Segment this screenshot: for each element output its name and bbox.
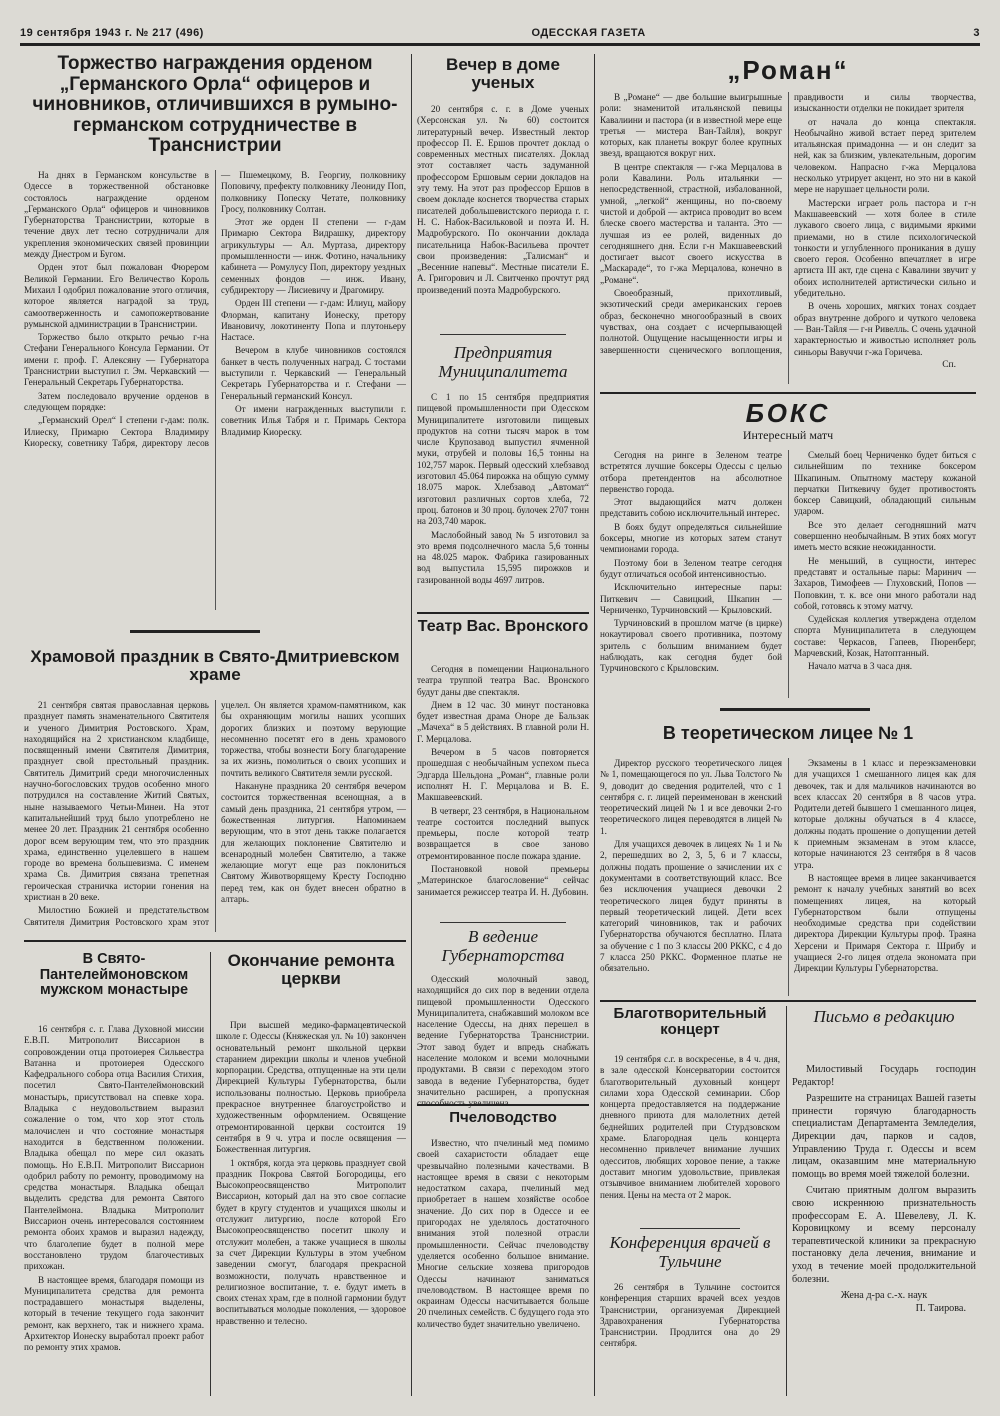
section-divider: [130, 630, 260, 633]
panteleimon-paragraph: В настоящее время, благодаря помощи из Муниципалитета средства для ремонта пострадавшего монастыря выделены, который в течение текущего года закончит ремонт, как верхнего, так и нижнего храма. Архитектор Ионеску выработал проект работ по ремонту этих храмов.: [24, 1274, 204, 1353]
roman-paragraph: от начала до конца спектакля. Необычайно живой встает перед зрителем итальянская примадонна — и он следит за ней, как за близким, увлекательным, дорогим человеком. Напрасно г-жа Мерцалова несколько утрирует акцент, но это ни в какой мере не нарушает цельности роли.: [794, 116, 976, 195]
orden-paragraph: Вечером в клубе чиновников состоялся банкет в честь полученных наград. С тостами выступили г. Черкавский — Генеральный Секретарь Губернаторства и г. Стефани — Генеральный германский Консул.: [221, 345, 406, 401]
licey-paragraph: Экзамены в 1 класс и переэкзаменовки для учащихся 1 смешанного лицея как для девочек, так и для мальчиков начинаются во всех классах 20 сентября в 8 часов утра. Родители детей бывшего 1 смешанного лицея, которые должны обучаться в 4 классе, должны подать прошение о допущении детей к приемным экзаменам в этом классе, которые начинаются 23 сентября в 8 часов утра.: [794, 758, 976, 870]
roman-paragraph: В центре спектакля — г-жа Мерцалова в роли Кавалини. Роль итальянки — непосредственной, страстной, избалованной, умной, „легкой“ женщины, но по-своему чистой и доброй — актриса проводит во всем блеске своего мастерства и таланта. Это — лучшая из ее ролей, виденных до сегодняшнего дня. Если г-н Макшавеевский достигает высот своего искусства в „Маскараде“, то г-жа Мерцалова, конечно в „Романе“.: [600, 161, 782, 285]
khram-paragraph: 21 сентября святая православная церковь празднует память знаменательного Святителя и ученого Димитрия Ростовского. Храм, находящийся на 2 христианском кладбище, посвященный имени Святителя Димитрия, празднует свой престольный праздник. Святитель Димитрий среди многочисленных научно-богословских трудов особенно много потрудился на составление Житий Святых, ныне называемого Четьи-Минеи. На этот капитальнейший труд было употреблено не менее 20 лет. Праздник 21 сентября особенно дорог всем верующим тем, что это праздник храма, единственно уцелевшего в нашем городе во времена большевизма. С именем храма Св. Димитрия связана трепетная героическая страничка истории гонения на христиан в 20 веке.: [24, 700, 209, 903]
newspaper-name: ОДЕССКАЯ ГАЗЕТА: [531, 27, 646, 39]
roman-article: [600, 92, 976, 384]
orden-paragraph: Затем последовало вручение орденов в следующем порядке:: [24, 390, 209, 412]
vedenie-paragraph: Одесский молочный завод, находящийся до сих пор в ведении отдела пищевой промышленности Одесского Муниципалитета, снабжавший молоком все население Одессы, на днях перешел в ведение Губернаторства Транснистрии. Этот завод будет и впредь снабжать население молоком и всеми молочными продуктами. В связи с переходом этого завода в ведение Губернаторства, будет значительно расширен, а пропускная: [417, 974, 589, 1097]
okonchanie-article: [216, 1020, 406, 1396]
licey-article: [600, 758, 976, 996]
boks-headline-block: [600, 398, 976, 446]
teatr-article: [417, 664, 589, 920]
section-divider: [417, 1104, 589, 1106]
column-rule: [786, 1006, 787, 1396]
pchelovodstvo-article: [417, 1138, 589, 1396]
column-rule: [411, 54, 412, 1396]
boks-paragraph: Смелый боец Черниченко будет биться с сильнейшим по технике боксером Шкапиным. Опытному мастеру кожаной перчатки Питкевичу будет противостоять боксер Савицкий, обладающий сильным ударом.: [794, 450, 976, 517]
predpriyatiya-paragraph: С 1 по 15 сентября предприятия пищевой промышленности при Одесском Муниципалитете изготовили пищевых продуктов на сотни тысяч марок в том числе Крупозавод выпустил ячменной муки, отрубей и половы 16,5 тонны на 102,757 марок. Первый одесский хлебзавод изготовил 45.064 пирожка на общую сумму 18.075 марок. Хлебзавод „Автомат“ изготовил различных сортов хлеба, 72 проц. батонов и 30 проц. булочек 2707 тонн на 203,740 марок.: [417, 392, 589, 527]
roman-paragraph: В „Романе“ — две большие выигрышные роли: знаменитой итальянской певицы Кавалиини и пастора (и в известной мере еще третья — мистера Ван-Тайля), вокруг которых, как планеты вокруг более крупных звезд, вращаются вокруг них.: [600, 92, 782, 159]
vecher-headline-block: [417, 56, 589, 100]
boks-paragraph: Исключительно интересные пары: Питкевич — Савицкий, Шкапин — Черниченко, Турчиновский — Крыловский.: [600, 582, 782, 615]
orden-paragraph: На днях в Германском консульстве в Одессе в торжественной обстановке состоялось награждение орденом „Германского Орла“ офицеров и чиновников Губернаторства Транснистрии, которые в течение двух лет тесно сотрудничали для укрепления экономических связей провинции между Днестром и Бугом.: [24, 170, 209, 260]
panteleimon-article: [24, 1024, 204, 1396]
roman-headline: „Роман“: [727, 55, 849, 85]
teatr-headline: Театр Вас. Вронского: [417, 618, 589, 635]
pismo-greeting: Милостивый Государь господин Редактор!: [792, 1064, 976, 1088]
teatr-paragraph: Вечером в 5 часов повторяется прошедшая с необычайным успехом пьеса Эдгарда Шельдона „Роман“, главные роли исполнят Н. Г. Мерцалова и В. Е. Макшавеевский.: [417, 747, 589, 803]
teatr-headline-block: [417, 618, 589, 662]
boks-headline: БОКС: [745, 398, 831, 428]
page-header: [20, 16, 980, 46]
pismo-paragraph: Разрешите на страницах Вашей газеты принести горячую благодарность специалистам Департамента Земледелия, Дирекции дач, парков и садов, Управлению Труда г. Одессы и всем лицам, оказавшим мне материальную помощь во время моей тяжелой болезни.: [792, 1093, 976, 1180]
section-divider: [24, 940, 406, 942]
boks-paragraph: Не меньший, в сущности, интерес представят и остальные пары: Маринич — Захаров, Тимофеев — Глуховский, Попов — Поповкин, т. к. все они много работали над собой, готовясь к этому матчу.: [794, 555, 976, 611]
predpriyatiya-headline: Предприятия Муниципалитета: [438, 343, 568, 381]
predpriyatiya-paragraph: Маслобойный завод № 5 изготовил за это время подсолнечного масла 5,6 тонны на 48.025 марок. Фабрика газированных вод выпустила 15,595 пирожков и газированной воды 4697 литров.: [417, 529, 589, 585]
teatr-paragraph: Днем в 12 час. 30 минут постановка будет известная драма Оноре де Бальзак „Мачеха“ в 5 действиях. В главной роли Н. Г. Мерцалова.: [417, 699, 589, 744]
khram-headline-block: [24, 648, 406, 696]
pismo-signature-name: П. Таирова.: [915, 1302, 966, 1314]
section-divider: [440, 334, 566, 335]
column-rule: [210, 952, 211, 1396]
khram-paragraph: Накануне праздника 20 сентября вечером состоится торжественная всенощная, а в самый день праздника, 21 сентября утром, — божественная литургия. Напоминаем верующим, что в этот день также полагается для желающих поклонение Святителю и всенародный молебен Святителю, а также желающие могут еще раз поклониться Святому Животворящему Кресту Господню перед тем, как он будет внесен обратно в алтарь.: [221, 781, 406, 905]
blagotvoritelny-headline-block: [600, 1006, 780, 1052]
okonchanie-paragraph: При высшей медико-фармацевтической школе г. Одессы (Княжеская ул. № 10) закончен основательный ремонт школьной церкви старанием дирекции школы и членов учебной корпорации. Средства, отпущенные на эти цели Дирекцией Культуры Губернаторства, были использованы полностью. Церковь приобрела прекрасное внутреннее благоустройство и художественным оформлением. Освящение отремонтированной церкви состоится 19 сентября в 9 ч. утра и после освящения — Божественная литургия.: [216, 1020, 406, 1155]
pismo-headline: Письмо в редакцию: [813, 1007, 955, 1026]
teatr-paragraph: В четверг, 23 сентября, в Национальном театре состоится последний выпуск премьеры, после которой театр возвращается в свое заново отремонтированное после пожара здание.: [417, 805, 589, 861]
teatr-paragraph: Постановкой новой премьеры „Материнское благословение“ сейчас занимается режиссер театра И. Н. Дубовин.: [417, 864, 589, 897]
khram-paragraph: Милостию Божией и предстательством Святителя Димитрия Ростовского храм этот уцелел. Он является храмом-памятником, как бы охраняющим могилы наших усопших дорогих близких и поэтому верующие несомненно посетят его в день храмового торжества, чтобы вознести Богу благодарение за их жизнь, помолиться о своих усопших и почтить великого Святителя земли русской.: [24, 700, 406, 927]
boks-paragraph: В боях будут определяться сильнейшие боксеры, многие из которых затем станут чемпионами города.: [600, 521, 782, 555]
konferenciya-headline: Конференция врачей в Тульчине: [609, 1233, 771, 1271]
teatr-paragraph: Сегодня в помещении Национального театра труппой театра Вас. Вронского будут даны две спектакля.: [417, 664, 589, 697]
boks-paragraph: Все это делает сегодняшний матч совершенно необычайным. В этих боях могут иметь место всякие неожиданности.: [794, 519, 976, 553]
vedenie-headline-block: [417, 928, 589, 972]
issue-date: 19 сентября 1943 г. № 217 (496): [20, 27, 204, 39]
konferenciya-article: [600, 1282, 780, 1396]
section-divider: [600, 1000, 976, 1002]
khram-headline: Храмовой праздник в Свято-Дмитриевском храме: [30, 647, 400, 685]
licey-paragraph: Директор русского теоретического лицея № 1, помещающегося по ул. Льва Толстого № 9, доводит до сведения родителей, что с 1 сентября с. г. лицей переименован в женский теоретический лицей № 1 и все девочки 2-го теоретического лицея переводятся в лицей № 1.: [600, 758, 782, 836]
predpriyatiya-article: [417, 392, 589, 606]
konferenciya-paragraph: 26 сентября в Тульчине состоится конференция старших врачей всех уездов Транснистрии, организуемая Дирекцией Здравохранения Губернаторства Транснистрии. Продлится она до 29 сентября.: [600, 1282, 780, 1349]
orden-paragraph: Орден этот был пожалован Фюрером Великой Германии. Его Величество Король Михаил I одобрил пожалование этого отличия, которое является наградой за труд, самоотверженность и самопожертвование румынской администрации в Транснистрии.: [24, 262, 209, 329]
orden-article: [24, 170, 406, 610]
section-divider: [417, 612, 589, 614]
roman-paragraph: Своеобразный, прихотливый, экзотический среди американских героев образ, бесконечно многообразный в своих чувствах, она создает с исчерпывающей полнотой. Ощущение насыщенности игры и завершенности сценического воплощения, правдивости и силы творчества, изысканности отделки не покидает зрителя: [600, 92, 976, 355]
pismo-signature-line: Жена д-ра с.-х. наук: [840, 1290, 928, 1302]
okonchanie-headline-block: [216, 952, 406, 1014]
vecher-article: [417, 104, 589, 326]
boks-paragraph: Начало матча в 3 часа дня.: [808, 661, 913, 672]
roman-paragraph: В очень хороших, мягких тонах создает образ внутренне доброго и чуткого человека — Ван-Тайля — г-н Ривелль. С очень удачной характерностью и живостью исполняет роль синьоры Вавуччи г-жа Горичева.: [794, 301, 976, 357]
licey-paragraph: В настоящее время в лицее заканчивается ремонт к началу учебных занятий во всех помещениях лицея, на который Губернаторством были отпущены необходимые средства при содействии директора Дирекции Культуры проф. Траяна Херсени и Примаря Сектора г. Шрибу и учащиеся 2-го лицея отдела экономата при Дирекции Культуры Губернаторства.: [794, 872, 976, 974]
pchelovodstvo-paragraph: Известно, что пчелиный мед помимо своей сахаристости обладает еще чрезвычайно полезными качествами. В настоящее время в связи с некоторым недостатком сахара, пчелиный мед приобретает в нашем хозяйстве особое значение. До сих пор в Одессе и ее пригородах не уделялось достаточного внимания этой полезной отрасли промышленности. Сейчас пчеловодству уделяется особенно большое внимание. Многие сельские хозяева пригородов Одессы начинают заниматься пчеловодством. В настоящее время по окраинам Одессы насчитывается больше 20 пчелиных семейств. С будущего года это количество будет значительно увеличено.: [417, 1138, 589, 1329]
pismo-article: [792, 1064, 976, 1396]
boks-subtitle: Интересный матч: [742, 428, 834, 442]
licey-headline-block: [600, 724, 976, 752]
predpriyatiya-headline-block: [417, 344, 589, 388]
vedenie-headline: В ведение Губернаторства: [441, 927, 565, 965]
boks-paragraph: Поэтому бои в Зеленом театре сегодня будут отличаться особой интенсивностью.: [600, 557, 782, 579]
section-divider: [600, 392, 976, 394]
blagotvoritelny-article: [600, 1054, 780, 1224]
blagotvoritelny-headline: Благотворительный концерт: [613, 1005, 767, 1039]
licey-headline: В теоретическом лицее № 1: [662, 723, 914, 743]
orden-paragraph: Торжество было открыто речью г-на Стефани Генерального Консула Германии. От имени г. проф. Г. Алексяну — Губернатора Транснистрии выступил г. Эм. Черкавский — Генеральный Секретарь Губернаторства.: [24, 332, 209, 388]
orden-headline: Торжество награждения орденом „Германского Орла“ офицеров и чиновников, отличившихся в румыно-германском сотрудничестве в Транснистрии: [32, 53, 398, 157]
vedenie-article: [417, 974, 589, 1098]
orden-paragraph: От имени награжденных выступили г. советник Илья Табря и г. Примарь Сектора Владимир Киореску.: [221, 403, 406, 437]
pchelovodstvo-headline-block: [417, 1110, 589, 1136]
vecher-paragraph: 20 сентября с. г. в Доме ученых (Херсонская ул. № 60) состоится литературный вечер. Известный лектор профессор П. Е. Ершов прочтет доклад о современных местных писателях. Доклад этот составляет часть задуманной профессором Ершовым серии докладов на эту тему. На этот раз профессор Ершов в своем докладе коснется творчества старых писателей добольшевистского периода г. г. Н. С. Набок-Васильковой и поэта И. Н. Мадробурского. По окончании доклада писательница Набок-Васильева прочтет свои произведения: „Талисман“ и „Весенние напевы“. Местные писатели Е. А. Григорович и Л. Свитченко прочтут ряд произведений поэта Мадробурского.: [417, 104, 589, 295]
licey-paragraph: Для учащихся девочек в лицеях № 1 и № 2, перешедших во 2, 3, 5, 6 и 7 классы, должны подать прошение о зачислении их с документами в соответствующий класс. Все без исключения учащиеся девочки 2 теоретического лицея будут приняты в первый теоретический лицей. Дети всех категорий чиновников, так и рабочих Губернаторства обучаются бесплатно. Плата за обучение с 1 по 3 классы 200 РККС, с 4 до 7 класса 250 РККС. Форменное платье не обязательно.: [600, 839, 782, 974]
boks-paragraph: Турчиновский в прошлом матче (в цирке) нокаутировал своего противника, поэтому зритель с большим вниманием будет наблюдать, как сегодня будет бой Турчиновского с Крыловским.: [600, 618, 782, 674]
section-divider: [720, 708, 870, 711]
okonchanie-headline: Окончание ремонта церкви: [227, 951, 395, 989]
khram-article: [24, 700, 406, 932]
pismo-paragraph: Считаю приятным долгом выразить свою искреннюю признательность профессорам Е. А. Шевелеву, Л. К. Коровицкому и всему персоналу терапевтической клиники за прекрасную постановку дела лечения, внимание и уход в течение моей продолжительной болезни.: [792, 1185, 976, 1285]
section-divider: [640, 1228, 740, 1229]
panteleimon-headline: В Свято-Пантелеймоновском мужском монастыре: [39, 951, 189, 999]
panteleimon-headline-block: [24, 952, 204, 1018]
boks-paragraph: Этот выдающийся матч должен представить собою исключительный интерес.: [600, 497, 782, 519]
roman-headline-block: [600, 56, 976, 90]
orden-paragraph: Орден III степени — г-дам: Илиуц, майору Флорман, капитану Ионеску, претору Ивановичу, локотиненту Попа и плутоньеру Настасе.: [221, 298, 406, 343]
konferenciya-headline-block: [600, 1234, 780, 1280]
orden-paragraph: Этот же орден II степени — г-дам Примарю Сектора Видрашку, директору агрикультуры — Ал. Муртаза, директору промышленности — инж. Фотино, начальнику кабинета — Ромулусу Поп, директору уездных семенных фондов — инж. Ивану, субдиректору — Лисиевичу и Драгомиру.: [221, 217, 406, 295]
boks-paragraph: Судейская коллегия утверждена отделом спорта Муниципалитета в следующем составе: Черкасов, Гапеев, Пюренберг, Марчевский, Козак, Натоптанный.: [794, 614, 976, 659]
panteleimon-paragraph: 16 сентября с. г. Глава Духовной миссии Е.В.П. Митрополит Виссарион в сопровождении отца протоиерея Сильвестра Ватанна и протоиерея Одесского Кафедрального собора отца Василия Стихия, посетил Свято-Пантелеймоновский монастырь, присутствовал на спевке хора. Владыка с неудовольствием выразил сожаление о том, что хор этот столь малочислен и что состояние монастыря находится в бедственном положении. Владыка обещал по мере сил оказать помощь. Но Е.В.П. Митрополит Виссарион одобрил работу по ремонту, проводимому на средства монастыря. Владыка обещал выделить средства для ремонта Святого Пантелеймона. Владыка Митрополит Виссарион очень интересовался состоянием ремонта обоих храмов и выразил надежду, что благолепие будет в полной мере восстановлено трудом благочестивых прихожан.: [24, 1024, 204, 1272]
pchelovodstvo-headline: Пчеловодство: [449, 1109, 557, 1126]
roman-paragraph: Мастерски играет роль пастора и г-н Макшавеевский — хотя более в стиле лукавого своего лица, с видимыми яркими приемами, но в стиле психологической тонкости и углубленного проникания в душу своего героя. Особенно впечатляет в игре артиста III акт, где сцена с Кавалини звучит у обоих исполнителей артистически сильно и убедительно.: [794, 197, 976, 299]
pismo-headline-block: [792, 1008, 976, 1060]
boks-paragraph: Сегодня на ринге в Зеленом театре встретятся лучшие боксеры Одессы с целью отбора претендентов на абсолютное первенство города.: [600, 450, 782, 494]
section-divider: [440, 922, 566, 923]
okonchanie-paragraph: 1 октября, когда эта церковь празднует свой праздник Покрова Святой Богородицы, его Высокопреосвященство Митрополит Виссарион, который дал на это свое согласие будет в кругу студентов и учащихся школы и отслужит литургию, после которой Его Высокопреосвященство посетит школу и отслужит молебен, а также учащиеся в школы за счет Дирекции Культуры в этом учебном заведении смогут, благодаря прекрасной возможности, получать нравственное и религиозное воспитание, т. е. будут иметь в своих стенах храм, где в полной гармонии будут воспитываться молодые поколения, — здоровое нравственно и телесно.: [216, 1157, 406, 1326]
blagotvoritelny-paragraph: 19 сентября с.г. в воскресенье, в 4 ч. дня, в зале одесской Консерватории состоится благотворительный духовный концерт силами хора Одесской семинарии. Сбор концерта предоставляется на поддержание дневного приюта для малолетних детей беднейших родителей при Стурдзовском храме. Благородная цель концерта несомненно привлечет внимание лучших одесситов, любящих хоровое пение, а также доставит многим удовольствие, привлекая отзывчивое вниманием любителей хорового пения. Цены на места от 2 марок.: [600, 1054, 780, 1200]
roman-signature: Сп.: [942, 359, 956, 370]
page-number: 3: [973, 27, 980, 39]
vecher-headline: Вечер в доме ученых: [446, 55, 560, 93]
column-rule: [594, 54, 595, 1396]
orden-paragraph: „Германский Орел“ I степени г-дам: полк. Илиеску, Примарю Сектора Владимиру Киореску, советнику Табря, директору лесов — Пшемецкому, В. Георгиу, полковнику Поповичу, префекту полковнику Леониду Поп, полковнику Попеску Четате, полковнику Гросу, полковнику Солтан.: [24, 170, 406, 448]
boks-article: [600, 450, 976, 698]
orden-headline-block: [24, 54, 406, 166]
